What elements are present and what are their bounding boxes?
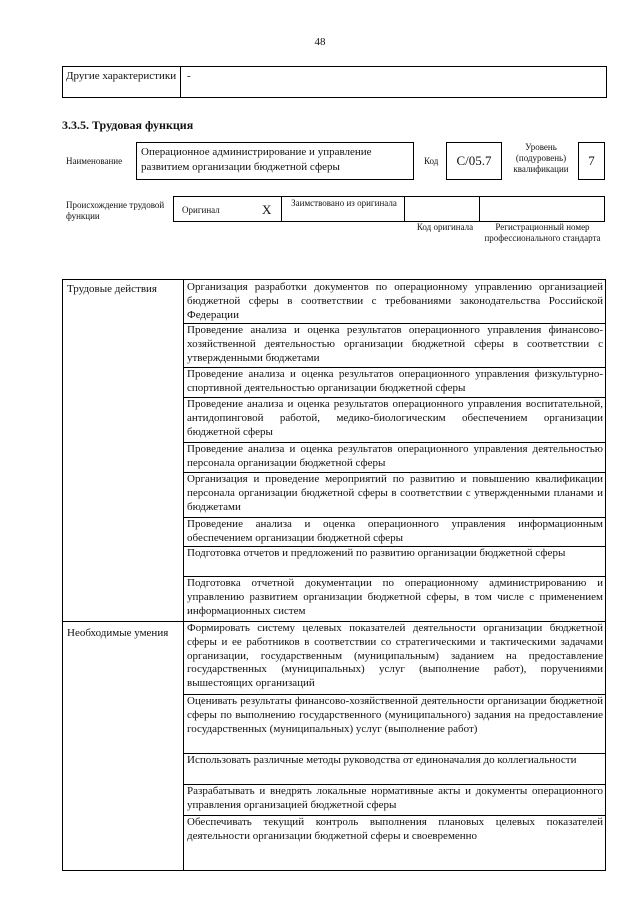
level-label: Уровень (подуровень) квалификации bbox=[513, 142, 569, 174]
function-table bbox=[62, 279, 606, 871]
page-number: 48 bbox=[314, 36, 326, 48]
skill-row: Использовать различные методы руководства от единоначалия до коллегиальности bbox=[187, 754, 577, 766]
name-label: Наименование bbox=[66, 156, 123, 166]
function-code-box: C/05.7 bbox=[446, 142, 502, 180]
action-row: Проведение анализа и оценка результатов операционного управления деятельностью персонала организации бюджетной сферы bbox=[187, 443, 603, 469]
original-label: Оригинал bbox=[182, 205, 220, 215]
action-row: Проведение анализа и оценка результатов операционного управления финансово-хозяйственной деятельностью организации бюджетной сферы в соответствии с утвержденными бюджетами bbox=[187, 324, 603, 364]
action-row: Организация разработки документов по операционному управлению организацией бюджетной сферы в соответствии с требованиями законодательства Российской Федерации bbox=[187, 281, 603, 321]
action-row: Проведение анализа и оценка результатов операционного управления физкультурно-спортивной деятельностью организации бюджетной сферы bbox=[187, 368, 603, 394]
column-divider bbox=[183, 280, 184, 870]
skill-row: Обеспечивать текущий контроль выполнения плановых целевых показателей деятельности организации бюджетной сферы и своевременно bbox=[187, 816, 603, 842]
skill-row: Формировать систему целевых показателей деятельности организации бюджетной сферы и ее работников в соответствии со стратегическими и тактическими задачами организации, государственным (муниципальным) заданием на предоставление государственных (муниципальных) услуг (выполнение работ), поручениями вышестоящих организаций bbox=[187, 622, 603, 690]
action-row: Проведение анализа и оценка результатов операционного управления воспитательной, антидопинговой работой, медико-биологическим обеспечением организации бюджетной сферы bbox=[187, 398, 603, 438]
function-name-box: Операционное администрирование и управление развитием организации бюджетной сферы bbox=[136, 142, 414, 180]
actions-heading: Трудовые действия bbox=[67, 283, 157, 295]
skill-row: Разрабатывать и внедрять локальные нормативные акты и документы операционного управления организацией бюджетной сферы bbox=[187, 785, 603, 811]
origin-row bbox=[173, 196, 605, 222]
action-row: Подготовка отчетов и предложений по развитию организации бюджетной сферы bbox=[187, 547, 566, 559]
action-row: Проведение анализа и оценка операционного управления информационным обеспечением организации бюджетной сферы bbox=[187, 518, 603, 544]
other-characteristics-value: - bbox=[187, 70, 191, 82]
skill-row: Оценивать результаты финансово-хозяйственной деятельности организации бюджетной сферы по выполнению государственного (муниципального) задания на предоставление государственных (муниципальных) услуг (выполнение работ) bbox=[187, 695, 603, 735]
code-original-label: Код оригинала bbox=[416, 222, 474, 232]
borrowed-label: Заимствовано из оригинала bbox=[291, 198, 397, 208]
skills-heading: Необходимые умения bbox=[67, 627, 169, 639]
level-value-box: 7 bbox=[578, 142, 605, 180]
section-title: 3.3.5. Трудовая функция bbox=[62, 118, 194, 132]
origin-cell-code bbox=[405, 197, 480, 221]
reg-number-label: Регистрационный номер профессионального стандарта bbox=[484, 222, 601, 243]
code-label: Код bbox=[424, 156, 439, 166]
action-row: Организация и проведение мероприятий по развитию и повышению квалификации персонала организации бюджетной сферы в соответствии с утвержденными планами и бюджетами bbox=[187, 473, 603, 513]
original-mark: X bbox=[262, 202, 272, 217]
other-characteristics-label: Другие характеристики bbox=[63, 67, 181, 97]
other-characteristics-table bbox=[62, 66, 607, 98]
action-row: Подготовка отчетной документации по операционному администрированию и управлению развитием организации бюджетной сферы, в том числе с применением информационных систем bbox=[187, 577, 603, 617]
origin-label: Происхождение трудовой функции bbox=[66, 200, 165, 221]
